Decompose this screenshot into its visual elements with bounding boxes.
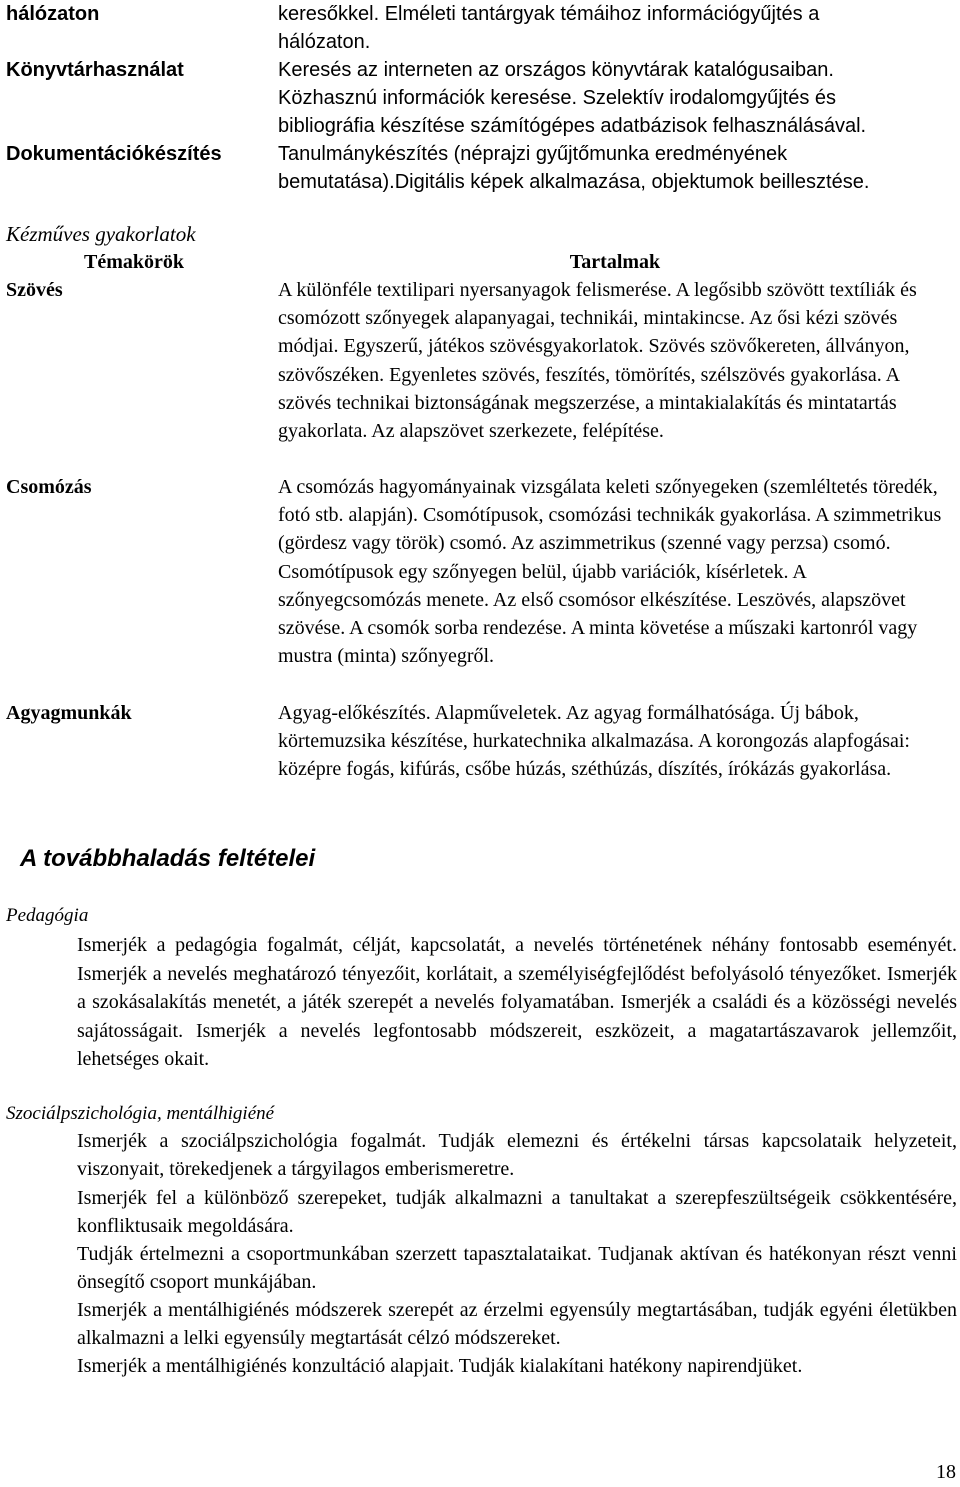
top-content-line: keresőkkel. Elméleti tantárgyak témáihoz információgyűjtés a [278, 3, 820, 25]
crafts-title: Kézműves gyakorlatok [6, 222, 196, 246]
szocpszich-paragraph: Ismerjék fel a különböző szerepeket, tudják alkalmazni a tanultakat a szerepfeszültségeik csökkentésére, konfliktusaik megoldására. [77, 1187, 957, 1237]
pedagogia-paragraph: Ismerjék a pedagógia fogalmát, célját, kapcsolatát, a nevelés történetének néhány fontosabb eseményét. Ismerjék a nevelés meghatározó tényezőit, korlátait, a személyiségfejlődést befolyásoló tényezőket. Ismerjék a szokásalakítás menetét, a játék szerepét a nevelés folyamatában. Ismerjék a családi és a közösségi nevelés sajátosságait. Ismerjék a nevelés legfontosabb módszereit, eszközeit, a magatartászavarok jellemzőit, lehetséges okait. [77, 934, 957, 1071]
col-header-contents: Tartalmak [569, 251, 661, 273]
progress-heading: A továbbhaladás feltételei [20, 845, 316, 872]
row-label-dokumentaciokeszites: Dokumentációkészítés [6, 143, 222, 165]
content-szoves: A különféle textilipari nyersanyagok felismerése. A legősibb szövött textíliák és csomózott szőnyegek alapanyagai, technikái, mintakincse. Az ősi kézi szövés módjai. Egyszerű, játékos szövésgyakorlatok. Szövés szövőkereten, állványon, szövőszéken. Egyenletes szövés, feszítés, tömörítés, szélszövés gyakorlása. A szövés technikai biztonságának megszerzése, a mintakialakítás és mintatartás gyakorlata. Az alapszövet szerkezete, felépítése. [278, 279, 917, 443]
top-content-line: Keresés az interneten az országos könyvtárak katalógusaiban. [278, 59, 834, 81]
content-csomozas: A csomózás hagyományainak vizsgálata keleti szőnyegeken (szemléltetés töredék, fotó stb. alapján). Csomótípusok, csomózási technikák gyakorlása. A szimmetrikus (gördesz vagy török) csomó. Az aszimmetrikus (szenné vagy perzsa) csomó. Csomótípusok egy szőnyegen belül, újabb variációk, kísérletek. A szőnyegcsomózás menete. Az első csomósor elkészítése. Leszövés, alapszövet szövése. A csomók sorba rendezése. A minta követése a műszaki kartonról vagy mustra (minta) szőnyegről. [278, 476, 942, 668]
col-header-topics: Témakörök [84, 251, 184, 273]
szocpszich-paragraph: Ismerjék a mentálhigiénés módszerek szerepét az érzelmi egyensúly megtartásában, tudják egyéni életükben alkalmazni a lelki egyensúly megtartását célzó módszereket. [77, 1299, 957, 1349]
szocpszich-paragraph: Tudják értelmezni a csoportmunkában szerzett tapasztalataikat. Tudjanak aktívan és hatékonyan részt venni önsegítő csoport munkájában. [77, 1243, 957, 1293]
top-content-line: Közhasznú információk keresése. Szelektív irodalomgyűjtés és [278, 87, 837, 109]
szocpszich-paragraph: Ismerjék a szociálpszichológia fogalmát. Tudják elemezni és értékelni társas kapcsolataik helyzeteit, viszonyait, törekedjenek a tárgyilagos emberismeretre. [77, 1130, 957, 1180]
row-label-konyvtarhasznalat: Könyvtárhasználat [6, 59, 184, 81]
top-content-line: bibliográfia készítése számítógépes adatbázisok felhasználásával. [278, 115, 867, 137]
topic-agyagmunkak: Agyagmunkák [6, 702, 132, 724]
subheading-pedagogia: Pedagógia [6, 905, 89, 926]
row-label-halozaton: hálózaton [6, 3, 100, 25]
top-content-line: Tanulmánykészítés (néprajzi gyűjtőmunka eredményének [278, 143, 788, 165]
top-content-line: bemutatása).Digitális képek alkalmazása, objektumok beillesztése. [278, 171, 870, 193]
topic-szoves: Szövés [6, 279, 63, 301]
szocpszich-paragraph: Ismerjék a mentálhigiénés konzultáció alapjait. Tudják kialakítani hatékony napirendjüket. [77, 1355, 803, 1377]
top-content-block [278, 0, 952, 196]
page-number: 18 [936, 1461, 956, 1483]
subheading-szocialpszichologia: Szociálpszichológia, mentálhigiéné [6, 1103, 275, 1124]
topic-csomozas: Csomózás [6, 476, 92, 498]
top-content-line: hálózaton. [278, 31, 371, 53]
content-agyagmunkak: Agyag-előkészítés. Alapműveletek. Az agyag formálhatósága. Új bábok, körtemuzsika készítése, hurkatechnika alkalmazása. A korongozás alapfogásai: középre fogás, kifúrás, csőbe húzás, széthúzás, díszítés, írókázás gyakorlása. [278, 702, 910, 781]
